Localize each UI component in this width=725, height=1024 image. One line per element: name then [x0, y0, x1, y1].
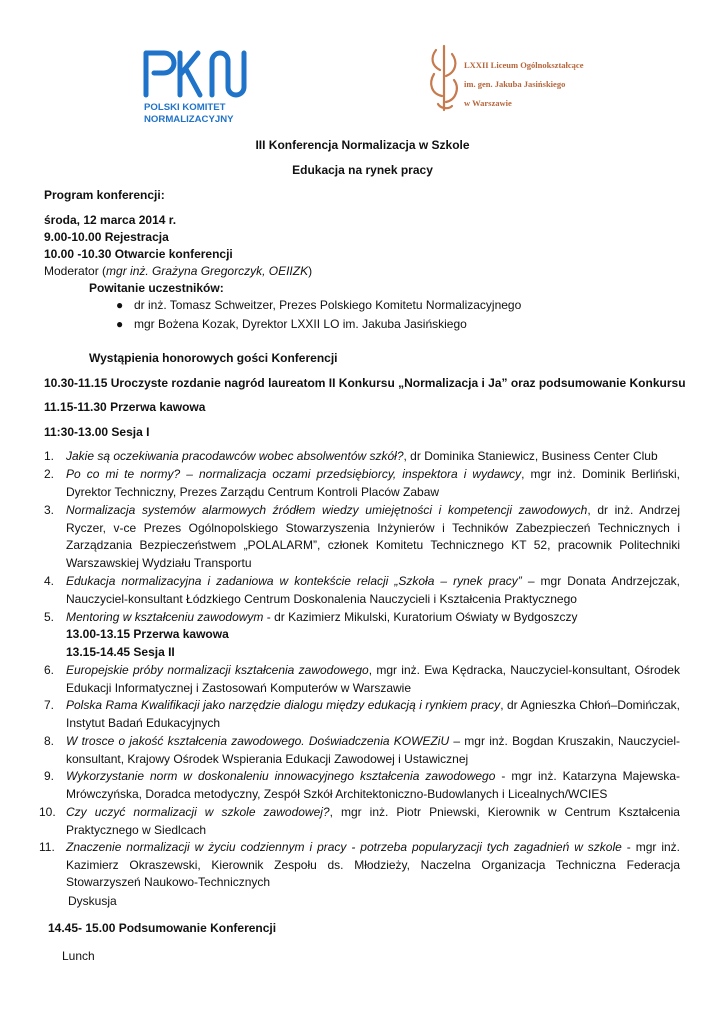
item-number: 9.: [44, 769, 55, 783]
item-speaker: , mgr inż. Ewa Kędracka, Nauczyciel-konsultant, Ośrodek Edukacji Informatycznej i Zastosowań Komputerów w Warszawie: [66, 663, 680, 695]
item-number: 7.: [44, 698, 55, 712]
agenda-item: [66, 839, 680, 892]
agenda-item: [66, 609, 680, 627]
item-speaker: , dr Dominika Staniewicz, Business Center Club: [403, 449, 658, 463]
school-line1: LXXII Liceum Ogólnokształcące: [464, 60, 584, 70]
item-speaker: - mgr inż. Kazimierz Okraszewski, Kierownik Zespołu ds. Młodzieży, Naczelna Organizacja Techniczna Federacja Stowarzyszeń Naukowo-Technicznych: [66, 840, 680, 890]
award-ceremony: 10.30-11.15 Uroczyste rozdanie nagród laureatom II Konkursu „Normalizacja i Ja” oraz podsumowanie Konkursu: [44, 376, 686, 390]
bullet-icon: ●: [116, 298, 124, 312]
item-number: 10.: [39, 805, 56, 819]
session-1: 11:30-13.00 Sesja I: [44, 425, 150, 439]
pkn-logo: [140, 47, 255, 127]
item-title: Normalizacja systemów alarmowych źródłem wiedzy umiejętności i kompetencji zawodowych: [66, 503, 588, 517]
item-speaker: – mgr Donata Andrzejczak, Nauczyciel-konsultant Łódzkiego Centrum Doskonalenia Nauczycieli i Kształcenia Praktycznego: [66, 574, 680, 606]
bullet-icon: ●: [116, 317, 124, 331]
agenda-item: [66, 466, 680, 501]
item-title: Mentoring w kształceniu zawodowym: [66, 610, 264, 624]
item-speaker: , mgr inż. Piotr Pniewski, Kierownik w Centrum Kształcenia Praktycznego w Siedlcach: [66, 805, 680, 837]
moderator-label: Moderator (: [44, 264, 107, 278]
moderator: [44, 263, 312, 280]
agenda-item: [66, 697, 680, 732]
item-speaker: , mgr inż. Dominik Berliński, Dyrektor Techniczny, Prezes Zarządu Centrum Kontroli Placów Zabaw: [66, 467, 681, 499]
lunch: Lunch: [62, 949, 95, 963]
welcome-heading: Powitanie uczestników:: [89, 281, 224, 295]
item-title: Polska Rama Kwalifikacji jako narzędzie dialogu między edukacją i rynkiem pracy: [66, 698, 501, 712]
item-title: Europejskie próby normalizacji kształcenia zawodowego: [66, 663, 369, 677]
item-title: Znaczenie normalizacji w życiu codziennym i pracy - potrzeba popularyzacji tych zagadnień w szkole: [66, 840, 622, 854]
item-title: Po co mi te normy? – normalizacja oczami przedsiębiorcy, inspektora i wydawcy: [66, 467, 522, 481]
guests-heading: Wystąpienia honorowych gości Konferencji: [89, 351, 338, 365]
item-number: 4.: [44, 574, 55, 588]
agenda-item: [66, 733, 680, 768]
school-line2: im. gen. Jakuba Jasińskiego: [464, 79, 566, 89]
welcome-text: dr inż. Tomasz Schweitzer, Prezes Polskiego Komitetu Normalizacyjnego: [134, 298, 522, 312]
discussion: Dyskusja: [68, 894, 117, 908]
item-title: Jakie są oczekiwania pracodawców wobec absolwentów szkół?: [66, 449, 404, 463]
agenda-item: [66, 662, 680, 697]
item-title: Wykorzystanie norm w doskonaleniu innowacyjnego kształcenia zawodowego: [66, 769, 496, 783]
item-number: 11.: [39, 840, 55, 854]
agenda-item: [66, 768, 680, 803]
conference-title: III Konferencja Normalizacja w Szkole: [255, 138, 470, 152]
school-line3: w Warszawie: [464, 98, 512, 108]
registration: 9.00-10.00 Rejestracja: [44, 230, 169, 244]
item-speaker: - mgr inż. Katarzyna Majewska-Mrówczyńska, Doradca metodyczny, Zespół Szkół Architektoniczno-Budowlanych i Licealnych/WCIES: [66, 769, 680, 801]
item-number: 8.: [44, 734, 55, 748]
item-speaker: , dr Agnieszka Chłoń–Domińczak, Instytut Badań Edukacyjnych: [66, 698, 681, 730]
agenda-item: [66, 448, 680, 466]
school-emblem-icon: [428, 44, 462, 114]
item-number: 5.: [44, 610, 55, 624]
item-number: 1.: [44, 449, 55, 463]
pkn-logo-mark: [140, 47, 255, 127]
welcome-text: mgr Bożena Kozak, Dyrektor LXXII LO im. Jakuba Jasińskiego: [134, 317, 467, 331]
pkn-line1: POLSKI KOMITET: [144, 102, 226, 113]
school-name: [464, 56, 583, 113]
moderator-name: mgr inż. Grażyna Gregorczyk, OEIIZK: [106, 264, 309, 278]
item-title: Edukacja normalizacyjna i zadaniowa w kontekście relacji „Szkoła – rynek pracy”: [66, 574, 522, 588]
program-date: środa, 12 marca 2014 r.: [44, 213, 177, 227]
item-number: 3.: [44, 503, 55, 517]
item-speaker: - dr Kazimierz Mikulski, Kuratorium Oświaty w Bydgoszczy: [263, 610, 578, 624]
agenda-item: [66, 804, 680, 839]
pkn-line2: NORMALIZACYJNY: [144, 114, 234, 125]
coffee-break-2: 13.00-13.15 Przerwa kawowa: [66, 627, 229, 641]
item-speaker: , dr inż. Andrzej Ryczer, v-ce Prezes Ogólnopolskiego Stowarzyszenia Inżynierów i Techników Zabezpieczeń Technicznych i Zarządzania Bezpieczeństwem „POLALARM”, członek Komitetu Technicznego KT 52, pracownik Politechniki Warszawskiej Wydziału Transportu: [66, 503, 680, 571]
session-2: 13.15-14.45 Sesja II: [66, 645, 175, 659]
agenda-item: [66, 573, 680, 608]
item-title: W trosce o jakość kształcenia zawodowego. Doświadczenia KOWEZiU: [66, 734, 450, 748]
item-number: 6.: [44, 663, 55, 677]
moderator-close: ): [308, 264, 313, 278]
school-logo: [428, 44, 608, 114]
conference-subtitle: Edukacja na rynek pracy: [292, 163, 433, 177]
agenda-item: [66, 502, 680, 573]
opening: 10.00 -10.30 Otwarcie konferencji: [44, 247, 233, 261]
item-number: 2.: [44, 467, 55, 481]
summary: 14.45- 15.00 Podsumowanie Konferencji: [48, 921, 277, 935]
coffee-break-1: 11.15-11.30 Przerwa kawowa: [44, 400, 206, 414]
item-speaker: – mgr inż. Bogdan Kruszakin, Nauczyciel-konsultant, Krajowy Ośrodek Wspierania Edukacji Zawodowej i Ustawicznej: [66, 734, 680, 766]
item-title: Czy uczyć normalizacji w szkole zawodowej?: [66, 805, 330, 819]
program-heading: Program konferencji:: [44, 188, 165, 202]
